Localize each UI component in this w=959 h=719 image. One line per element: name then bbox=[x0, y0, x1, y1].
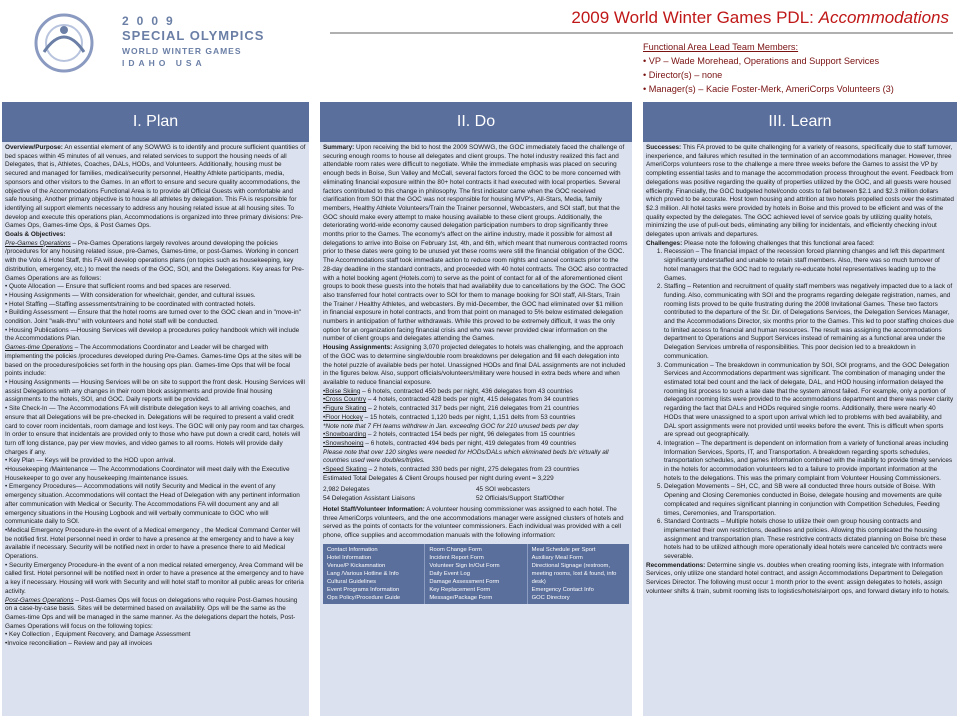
manual-item: Lang /Various Hotline & Info bbox=[327, 570, 399, 577]
housing-label: Housing Assignments: bbox=[323, 344, 393, 352]
list-item: • Emergency Procedures— Accommodations will notify Security and Medical in the event of any emergency situation. Accommodations will contact the Head of Delegation with any pertinent information after communication with Medical or Security. The Accommodations FA will document any and all emergency situations in the Housing Logbook and will verbally communicate to GOC who will communicate daily to SOI. bbox=[5, 483, 300, 526]
manual-contents-column bbox=[425, 544, 527, 604]
stat-line: 45 SOI webcasters bbox=[476, 486, 530, 494]
site-name: •Boise Skiing bbox=[323, 387, 361, 395]
manual-contents-box bbox=[323, 544, 629, 604]
list-item: •Invoice reconciliation – Review and pay all invoices bbox=[5, 640, 153, 648]
manual-item: Message/Package Form bbox=[429, 594, 493, 601]
note: *Note note that 7 FH teams withdrew in Jan. exceeding GOC for 210 unused beds per day bbox=[323, 422, 579, 430]
do-column bbox=[320, 142, 632, 716]
manual-item: Directional Signage (restroom, meeting rooms, lost & found, info desk) bbox=[531, 562, 617, 585]
note: Please note that over 120 singles were needed for HODs/DALs which eliminated beds b/c virtually all countries used were doubles/triples. bbox=[323, 448, 609, 465]
summary-text: Upon receiving the bid to host the 2009 SOWWG, the GOC immediately faced the challenge of securing enough rooms to house all delegates and client groups. The hotel industry realized this fact and attendable room rates were difficult to negotiate. While the immediate emphasis was placed on securing enough beds in Boise, Sun Valley and McCall, several factors forced the GOC to be more concerned with eliminating financial exposure within the 80+ hotel contracts it had executed with local properties. Several factors contributed to this change in philosophy. The first indicator came when the GOC received clarification from SOI that the GOC was not responsible for housing MVP's, All-Stars, Media, family members, Healthy Athlete Volunteers/Train the Trainer personnel, Webcasters, and SOI staff, but that the GOC should make every attempt to make housing available to these client groups. Additionally, the deteriorating world-wide economy caused delegation participation numbers to drop significantly three months prior to the Games. The economy's affect on the airline industry, made it possible for almost all delegations to arrive into Boise on February 1st, 4th, and 6th, which meant that numerous contracted rooms prior to these dates were going to be unused yet these rooms were still the financial obligation of the GOC. The Accommodations staff took immediate action to reduce room nights and cancel contracts prior to the 28-day deadline in the standard contracts, and proceeded with 40 hotel contracts. The GOC also contracted with a hotel booking agent (Hotels.com) to serve as the point of contact for all of the aforementioned client groups to book these guests into the hotels that had availability due to cancellations by the GOC. The GOC also transferred four hotel contracts over to SOI for them to manage booking for SOI staff, All-Stars, Train the Trainer / Healthy Athletes, and webcasters. By mid-December, the GOC had eliminated over $1 million in financial exposure in hotel contracts, and from that point on managed to 5% below estimated delegation numbers in anticipation of further withdrawals. While this proved to be extremely difficult, it was the only option for an organization facing financial crisis and who was never provided clear information on the number of client groups and delegates attending the Games. bbox=[323, 144, 628, 343]
manual-item: Venue/P Kickamnation bbox=[327, 562, 386, 569]
recommendations-label: Recommendations: bbox=[646, 561, 706, 569]
list-item: • Housing Assignments — Housing Services will be on site to support the front desk. Housing Services will assist Delegations with any changes in their room block assignments and provide final housing assignments to the hotels, SOI, and GOC. Daily reports will be provided. bbox=[5, 378, 305, 404]
manual-item: Hotel Information bbox=[327, 554, 372, 561]
post-games-label: Post-Games Operations bbox=[5, 596, 74, 604]
stat-line: 54 Delegation Assistant Liaisons bbox=[323, 495, 416, 503]
pre-games-text: – Pre-Games Operations largely revolves around developing the policies /procedures for any housing related issue, pre-Games, Games-time, or post-Games. Working in concert with the Volo & Hotel Staff, this FA will develop operations plans (on topics such as housekeeping, key distribution, emergency, etc.) to meet the needs of the GOC, SOI, and the Delegations. Key areas for Pre-Games Operations are as follows: bbox=[5, 239, 304, 282]
site-text: – 15 hotels, contracted 1,120 beds per night, 1,151 delts from 53 countries bbox=[362, 413, 576, 421]
site-name: •Cross Country bbox=[323, 396, 367, 404]
manual-contents-column bbox=[528, 544, 629, 604]
successes-paragraph bbox=[646, 144, 954, 240]
overview-label: Overview/Purpose: bbox=[5, 144, 63, 151]
logo-games: WORLD WINTER GAMES bbox=[122, 46, 242, 56]
manual-item: GOC Directory bbox=[531, 594, 570, 601]
challenge-item: 5. Delegation Movements – SH, CC, and SB were all conducted three hours outside of Boise. With Opening and Closing Ceremonies conducted in Boise, delegate housing and movements are quite complicated and requires significant planning in conjunction with Competition Schedules, Feeding times, Ceremonies, and Transportation. bbox=[664, 483, 954, 518]
learn-heading: III. Learn bbox=[643, 102, 957, 142]
staff-text: A volunteer housing commissioner was assigned to each hotel. The three AmeriCorps volunteers, and the one accommodations manager were assigned clusters of hotels and served as the points of contacts for the volunteer commissioners. Each individual was provided with a cell phone, office supplies and accommodation manuals with the following information: bbox=[323, 505, 624, 539]
site-name: •Floor Hockey bbox=[323, 413, 363, 421]
team-member: • VP – Wade Morehead, Operations and Support Services bbox=[643, 56, 880, 66]
list-item: • Site Check-In — The Accommodations FA will distribute delegation keys to all arriving coaches, and ensure that all Delegations will be pre-checked in. Delegations will be required to present a valid credit card to cover room incidentals, room damage and lost keys. The GOC will only pay room and tax charges. In order to ensure that incidentals are provided only to those who have put down a credit card, hotels will turn off long distance, pay per view movies, and video games to all rooms. Hotels will provide daily charges if any. bbox=[5, 405, 305, 456]
plan-heading: I. Plan bbox=[2, 102, 309, 142]
special-olympics-logo-icon bbox=[14, 12, 114, 74]
stats-right bbox=[476, 486, 629, 503]
list-item: • Housing Assignments — With consideration for wheelchair, gender, and cultural issues. bbox=[5, 291, 256, 299]
manual-item: Room Change Form bbox=[429, 546, 482, 553]
housing-paragraph bbox=[323, 344, 629, 388]
site-row bbox=[323, 396, 629, 405]
team-member: • Director(s) – none bbox=[643, 70, 723, 80]
site-text: – 6 hotels, contracted 450 beds per night, 436 delegates from 43 countries bbox=[360, 387, 573, 395]
challenges-intro bbox=[646, 240, 954, 249]
site-name: •Snowshoeing bbox=[323, 439, 364, 447]
manual-item: Incident Report Form bbox=[429, 554, 484, 561]
manual-item: Volunteer Sign In/Out Form bbox=[429, 562, 500, 569]
summary-paragraph bbox=[323, 144, 629, 344]
manual-contents-column bbox=[323, 544, 425, 604]
team-members bbox=[643, 40, 955, 96]
manual-item: Event Programs Information bbox=[327, 586, 400, 593]
estimated-total: Estimated Total Delegates & Client Groups housed per night during event = 3,229 bbox=[323, 474, 554, 482]
list-item: • Security Emergency Procedure-in the event of a non medical related emergency, Area Command will be called first. Hotel personnel will be notified next in order to have a presence at the emergency and to have a key if necessary. Housing will work with Security and will hotel staff to monitor all public areas for criteria activity. bbox=[5, 561, 304, 595]
site-text: – 2 hotels, contracted 317 beds per night, 216 delegates from 21 countries bbox=[366, 405, 579, 413]
housing-text: Assigning 3,070 projected delegates to hotels was challenging, and the approach of the GOC was to determine single/double room breakdowns per delegation and fill each delegation into the hotel puzzle of available beds per hotel. Unassigned HODs and final DAL assignments are not included in the figures below. Also, support officials/volunteers/military were housed in extra beds where and when available to reduce financial exposure. bbox=[323, 344, 626, 386]
logo bbox=[14, 8, 265, 74]
challenge-item: 1. Recession – The financial impact of the recession forced planning changes and left this department significantly understaffed and unable to retain staff members. Also, there was so much turnover of hotel managers that the GOC had to regularly re-educate hotel representatives leading up to the Games. bbox=[664, 248, 954, 283]
successes-text: This FA proved to be quite challenging for a variety of reasons, specifically due to staff turnover, inexperience, and failures which resulted in the termination of an accommodations manager. However, three AmeriCorps volunteers rose to the challenge a mere three weeks before the Games to assist the VP by completing essential tasks and to manage the accommodation process throughout the event. Feedback from delegations was positive regarding the quality of properties utilized by the GOC, and all guests were housed efficiently. Financially, the GOC budgeted hotel/condo costs to fall between $2.1 and $2.3 million dollars which proved to be accurate. Host town housing and attrition at two hotels propelled costs over the estimated $2.3 million. All hotel tasks were provided by hotels in Boise and this proved to be efficient and was of the quality expected by the delegates. The GOC achieved level of service goals by utilizing quality hotels, minimizing the use of pull-out beds, eliminating any billing for incidentals, and efficiently checking in/out delegates upon arrivals and departures. bbox=[646, 144, 954, 239]
team-heading: Functional Area Lead Team Members: bbox=[643, 42, 799, 52]
stat-line: 52 Officials/Support Staff/Other bbox=[476, 495, 565, 503]
challenges-list bbox=[646, 248, 954, 561]
site-row bbox=[323, 431, 629, 440]
logo-year: 2009 bbox=[122, 14, 181, 28]
stats-left bbox=[323, 486, 476, 503]
site-row bbox=[323, 405, 629, 414]
learn-column bbox=[643, 142, 957, 716]
site-text: – 4 hotels, contracted 428 beds per night, 415 delegates from 34 countries bbox=[366, 396, 579, 404]
stat-line: 2,982 Delegates bbox=[323, 486, 370, 494]
list-item: •Housekeeping /Maintenance — The Accommodations Coordinator will meet daily with the Executive Housekeeper to go over any housekeeping /maintenance issues. bbox=[5, 466, 290, 482]
recommendations-text: Determine single vs. doubles when creating rooming lists, integrate with Information Services, only utilize one standard hotel contract, and assign Accommodations Department to Delegation Services Director. The following must occur 1 month prior to the event: assign delegates to hotels, assign volunteer shifts & train, submit rooming lists to logistics/hotels/airport ops, and forward dietary info to hotels. bbox=[646, 561, 950, 595]
recommendations-paragraph bbox=[646, 562, 954, 597]
goals-label: Goals & Objectives: bbox=[5, 231, 66, 239]
manual-item: Damage Assessment Form bbox=[429, 578, 500, 585]
pre-games-paragraph bbox=[5, 240, 306, 284]
successes-label: Successes: bbox=[646, 144, 682, 151]
page-title-emphasis: Accommodations bbox=[818, 8, 949, 27]
list-item: • Housing Publications —Housing Services will develop a procedures policy handbook which will include the Accommodations Plan. bbox=[5, 326, 300, 343]
site-text: – 2 hotels, contracted 154 beds per night, 96 delegates from 15 countries bbox=[366, 431, 576, 439]
staff-label: Hotel Staff/Volunteer Information: bbox=[323, 505, 425, 513]
manual-item: Meal Schedule per Sport bbox=[531, 546, 596, 553]
pre-games-label: Pre-Games Operations bbox=[5, 239, 71, 247]
page-title-main: 2009 World Winter Games PDL: bbox=[571, 8, 819, 27]
manual-item: Emergency Contact Info bbox=[531, 586, 594, 593]
site-name: •Speed Skating bbox=[323, 466, 367, 474]
site-row bbox=[323, 466, 629, 475]
challenge-item: 2. Staffing – Retention and recruitment of quality staff members was negatively impacted due to a lack of funding. Also, communicating with SOI and the programs regarding delegate registration, names, and rooming lists proved to be quite frustrating during the 2008 Invitational Games. These two factors contributed to the departure of the Sr. Dir. of Delegations Services, the Delegation Services Manager, and the Accommodations Director, six months prior to the Games. This led to poor staffing choices due to limited access to financial and human resources. The result was assigning the accommodations department to Operations and Support Services instead of remaining as a functional area under the Delegation Services umbrella of responsibilities. This poor decision led to a breakdown in communication. bbox=[664, 283, 954, 361]
stats-box bbox=[323, 486, 629, 503]
manual-item: Daily Event Log bbox=[429, 570, 470, 577]
manual-item: Ops Policy/Procedure Guide bbox=[327, 594, 401, 601]
site-row bbox=[323, 440, 629, 449]
list-item: • Hotel Staffing —Staffing assessments/training to be coordinated with contracted hotels. bbox=[5, 300, 256, 308]
summary-label: Summary: bbox=[323, 144, 355, 151]
staff-paragraph bbox=[323, 506, 629, 541]
games-time-text: – The Accommodations Coordinator and Leader will be charged with implementing the policies /procedures developed during Pre-Games. Games-time Ops at the sites will be based on the procedures/policies set forth in the housing ops plan. Games-time Ops that will be focal points include: bbox=[5, 344, 302, 378]
site-name: •Figure Skating bbox=[323, 405, 367, 413]
site-text: – 6 hotels, contracted 494 beds per night, 419 delegates from 49 countries bbox=[363, 439, 577, 447]
games-time-label: Games-time Operations bbox=[5, 344, 73, 352]
site-row bbox=[323, 388, 629, 397]
overview-paragraph bbox=[5, 144, 306, 231]
logo-location: IDAHO USA bbox=[122, 58, 206, 68]
plan-column bbox=[2, 142, 309, 716]
list-item: • Key Collection , Equipment Recovery, and Damage Assessment bbox=[5, 631, 191, 639]
challenges-intro-text: Please note the following challenges that this functional area faced: bbox=[682, 239, 875, 247]
manual-item: Cultural Guidelines bbox=[327, 578, 376, 585]
do-heading: II. Do bbox=[320, 102, 632, 142]
challenges-label: Challenges: bbox=[646, 239, 683, 247]
challenge-item: 4. Integration – The department is dependent on information from a variety of functional areas including Information Services, Sports, IT, and Transportation. A breakdown regarding sports schedules, transportation schedules, and games information combined with the inability to provide timely services in the hotels for accommodation volunteers led to a failure to provide important information at the hotels to the delegations. This was the primary complaint from Volunteer Housing Commissioners. bbox=[664, 440, 954, 484]
logo-org: SPECIAL OLYMPICS bbox=[122, 28, 265, 43]
manual-item: Contact Information bbox=[327, 546, 378, 553]
team-member: • Manager(s) – Kacie Foster-Merk, AmeriCorps Volunteers (3) bbox=[643, 84, 894, 94]
page-title bbox=[571, 8, 949, 28]
games-time-paragraph bbox=[5, 344, 306, 379]
manual-item: Key Replacement Form bbox=[429, 586, 491, 593]
list-item: • Key Plan — Keys will be provided to the HOD upon arrival. bbox=[5, 457, 176, 465]
site-name: •Snowboarding bbox=[323, 431, 367, 439]
list-item: • Building Assessment — Ensure that the hotel rooms are turned over to the GOC clean and in "move-in" condition. Joint "walk-thru" with volunteers and hotel staff will be conducted. bbox=[5, 309, 301, 326]
post-games-text: – Post-Games Ops will focus on delegations who require Post-Games housing on a case-by-case basis. Sites will be determined based on availability. Ops will be the same as the Games-time Ops and will be managed in the same manner. As the delegations depart the hotels, Post-Games Operations will focus on the following topics: bbox=[5, 596, 298, 630]
challenge-item: 6. Standard Contracts – Multiple hotels chose to utilize their own group housing contracts and implemented their own restrictions, deadlines and policies. Allowing this complicated the housing assignment and transportation plan. These restrictive contracts dictated planning on Boise b/c these hotels had to be utilized although more operationally ideal hotels were canceled b/c contracts were severable. bbox=[664, 518, 954, 562]
list-item: • Quote Allocation — Ensure that sufficient rooms and bed spaces are reserved. bbox=[5, 283, 231, 291]
post-games-paragraph bbox=[5, 597, 306, 632]
site-row bbox=[323, 414, 629, 423]
overview-text: An essential element of any SOWWG is to identify and procure sufficient quantities of bed spaces within 45 minutes of all venues, and related services to support the housing needs of all Delegates, that is, Athletes, Coaches, DALs, HODs, and Volunteers. Additionally, housing must be secured and managed for families, medical/security personnel, Healthy Athlete participants, media, sponsors and other visitors to the Games. In an effort to ensure and secure quality accommodations, the objective of the Accommodations Functional Area is to provide all Official Guests with comfortable and safe housing. Another primary objective is to house all athletes by delegation. This FA is responsible for identifying all support elements necessary to address any housing related issue at all housing sites. To develop and execute this operations plan, Accommodations is organized into three primary divisions: Pre-Games Ops, Games-time Ops, & Post Games Ops. bbox=[5, 144, 306, 230]
site-text: – 2 hotels, contracted 330 beds per night, 275 delegates from 23 countries bbox=[366, 466, 580, 474]
title-divider bbox=[330, 32, 953, 34]
list-item: •Medical Emergency Procedure-in the event of a Medical emergency , the Medical Command Center will be notified first. Hotel personnel need in order to have a presence at the emergency and to have a key available if necessary. Security will be notified next in order to have a presence there to aid Medical Operations. bbox=[5, 526, 301, 561]
manual-item: Auxiliary Meal Form bbox=[531, 554, 583, 561]
challenge-item: 3. Communication – The breakdown in communication by SOI, SOI programs, and the GOC Delegation Services and Accommodations department was significant. The combination of managing under the estimated total bed count and the lack of delegate, DAL, and HOD housing information delayed the rooming list process to such a late date that the system almost failed. For example, only a portion of delegation rooming lists were provided to the accommodations department and there was never clarity regarding the fact that DALs and HODs required single rooms. Additionally, there were nearly 40 HODs that were unassigned to a sport upon arrival which led to problems with bed availability, and DAL sport assignments were not provided until weeks before the event. This is difficult when sports are spread out geographically. bbox=[664, 362, 954, 440]
